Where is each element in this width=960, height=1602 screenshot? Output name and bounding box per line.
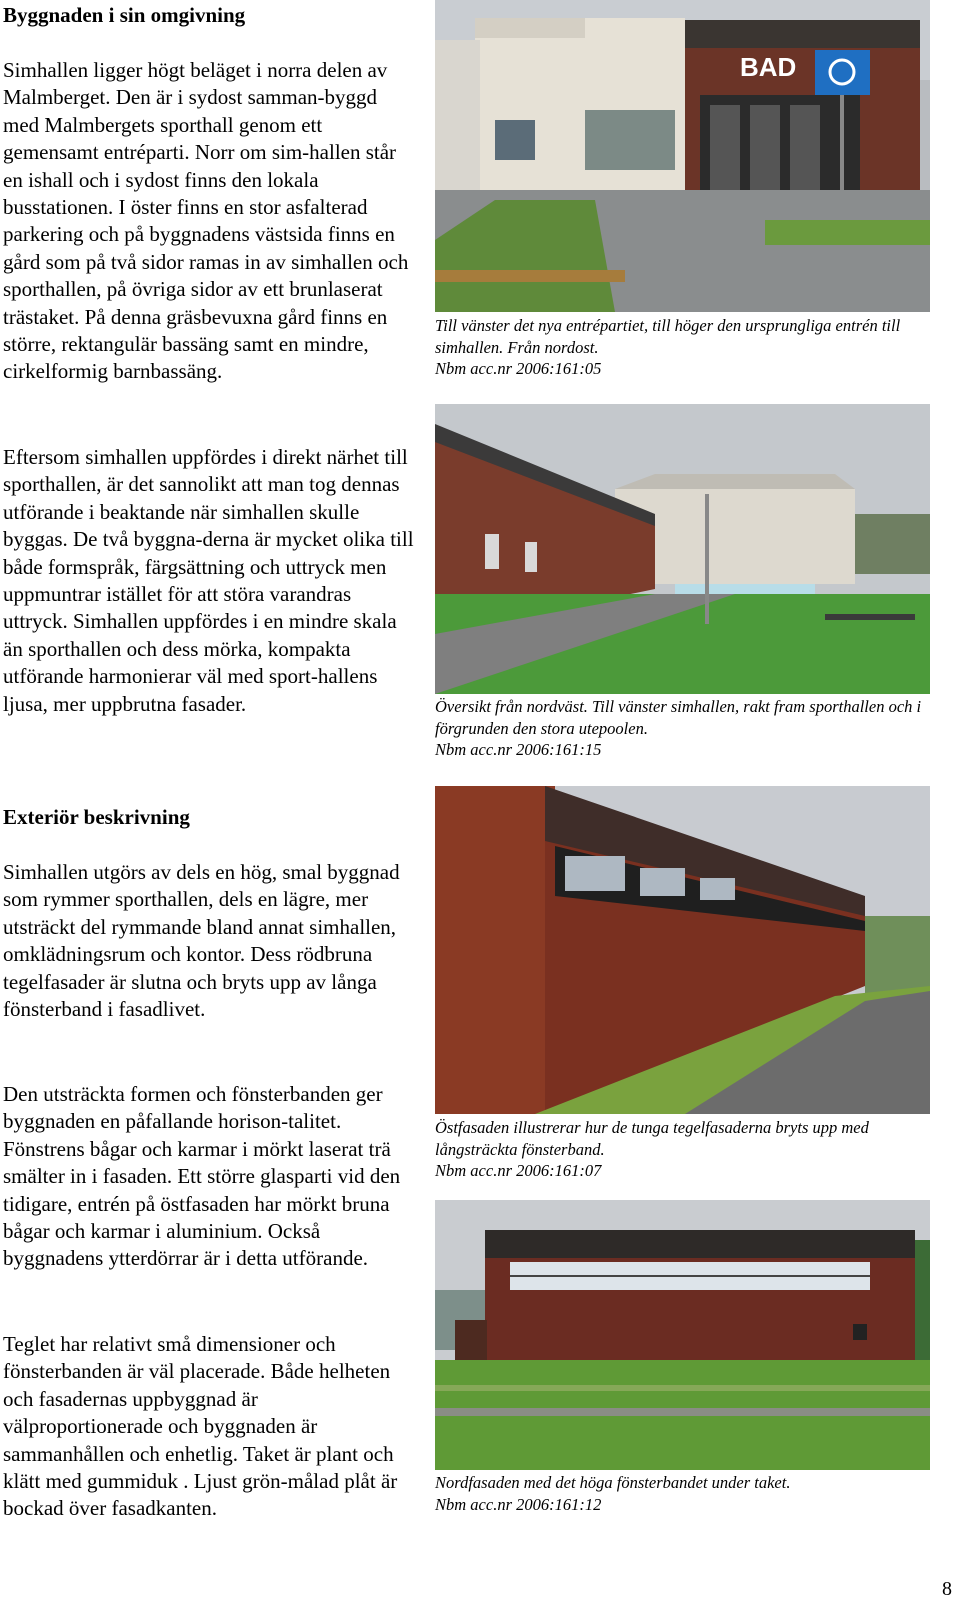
photo-east-facade xyxy=(435,786,930,1114)
caption-text: Östfasaden illustrerar hur de tunga tegelfasaderna bryts upp med långsträckta fönsterband. xyxy=(435,1118,869,1159)
photo-overview xyxy=(435,404,930,694)
paragraph: Den utsträckta formen och fönsterbanden ger byggnaden en påfallande horison-talitet. Fönstrens bågar och karmar i mörkt laserat trä smälter in i fasaden. Ett större glasparti vid den tidigare, entrén på östfasaden har mörkt bruna bågar och karmar i aluminium. Också byggnadens ytterdörrar är i detta utförande. xyxy=(3,1082,401,1271)
bad-sign: BAD xyxy=(740,52,797,82)
caption-text: Till vänster det nya entrépartiet, till höger den ursprungliga entrén till simhallen. Från nordost. xyxy=(435,316,901,357)
caption-text: Översikt från nordväst. Till vänster simhallen, rakt fram sporthallen och i förgrunden den stora utepoolen. xyxy=(435,697,922,738)
paragraph: Teglet har relativt små dimensioner och fönsterbanden är väl placerade. Både helheten och fasadernas uppbyggnad är välproportionerade och byggnaden är sammanhållen och enhetlig. Taket är plant och klätt med gummiduk . Ljust grön-målad plåt är bockad över fasadkanten. xyxy=(3,1332,398,1521)
caption xyxy=(435,1472,935,1515)
photo-north-facade xyxy=(435,1200,930,1470)
section-heading-exterior: Exteriör beskrivning xyxy=(3,805,190,829)
caption-acc: Nbm acc.nr 2006:161:07 xyxy=(435,1161,602,1181)
paragraph: Simhallen ligger högt beläget i norra delen av Malmberget. Den är i sydost samman-byggd med Malmbergets sporthall genom ett gemensamt entréparti. Norr om sim-hallen står en ishall och i sydost finns den lokala busstationen. I öster finns en stor asfalterad parkering och på byggnadens västsida finns en gård som på två sidor ramas in av simhallen och sporthallen, på övriga sidor av ett brunlaserat trästaket. På denna gräsbevuxna gård finns en större, rektangulär bassäng samt en mindre, cirkelformig barnbassäng. xyxy=(3,58,409,384)
section-heading-surroundings: Byggnaden i sin omgivning xyxy=(3,3,246,27)
caption xyxy=(435,1117,935,1182)
caption-acc: Nbm acc.nr 2006:161:15 xyxy=(435,740,602,760)
caption xyxy=(435,696,935,761)
caption xyxy=(435,315,935,380)
paragraph: Eftersom simhallen uppfördes i direkt närhet till sporthallen, är det sannolikt att man tog dennas utförande i beaktande när simhallen skulle byggas. De två byggna-derna är mycket olika till både formspråk, färgsättning och uttryck men uppmuntrar istället för att störa varandras uttryck. Simhallen uppfördes i en mindre skala än sporthallen och dess mörka, kompakta utförande harmonierar väl med sport-hallens ljusa, mer uppbrutna fasader. xyxy=(3,445,414,716)
caption-acc: Nbm acc.nr 2006:161:05 xyxy=(435,359,602,379)
caption-acc: Nbm acc.nr 2006:161:12 xyxy=(435,1494,602,1514)
page-number: 8 xyxy=(942,1578,952,1600)
photo-entrance xyxy=(435,0,930,312)
caption-text: Nordfasaden med det höga fönsterbandet under taket. xyxy=(435,1473,791,1492)
paragraph: Simhallen utgörs av dels en hög, smal byggnad som rymmer sporthallen, dels en lägre, mer utsträckt del rymmande bland annat simhallen, omklädningsrum och kontor. Dess rödbruna tegelfasader är slutna och bryts upp av långa fönsterband i fasadlivet. xyxy=(3,860,400,1022)
